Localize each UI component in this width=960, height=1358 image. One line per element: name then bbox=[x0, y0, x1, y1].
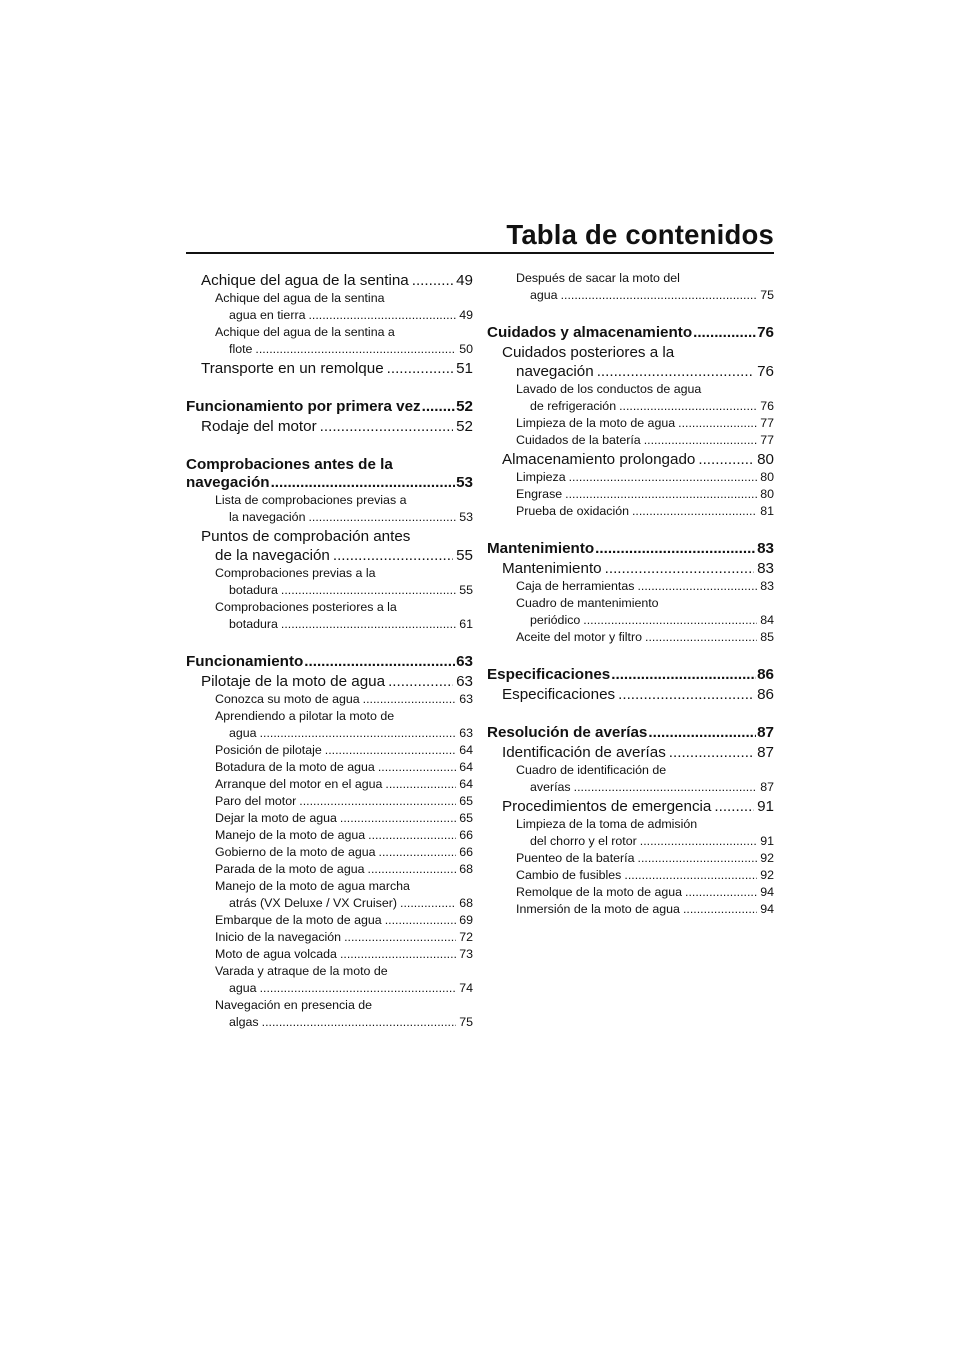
toc-page-number: 64 bbox=[459, 760, 473, 774]
toc-entry-title: Conozca su moto de agua bbox=[215, 692, 360, 706]
toc-page-number: 84 bbox=[760, 613, 774, 627]
toc-entry-title: agua bbox=[229, 981, 257, 995]
toc-subentry[interactable] bbox=[186, 492, 473, 526]
dot-leader bbox=[698, 450, 754, 469]
toc-chapter[interactable] bbox=[487, 450, 774, 469]
toc-entry-title: Prueba de oxidación bbox=[516, 504, 629, 518]
dot-leader bbox=[260, 980, 457, 997]
toc-entry-title: Puenteo de la batería bbox=[516, 851, 635, 865]
toc-page-number: 85 bbox=[760, 630, 774, 644]
dot-leader bbox=[618, 685, 754, 704]
dot-leader bbox=[685, 884, 757, 901]
toc-entry-title-line: Varada y atraque de la moto de bbox=[215, 964, 388, 978]
dot-leader bbox=[624, 867, 757, 884]
toc-entry-title: Especificaciones bbox=[502, 686, 616, 703]
toc-page-number: 72 bbox=[459, 930, 473, 944]
dot-leader bbox=[340, 810, 456, 827]
toc-entry-title-line: Comprobaciones antes de la bbox=[186, 456, 393, 473]
toc-subentry[interactable] bbox=[487, 901, 774, 918]
toc-page-number: 55 bbox=[456, 547, 473, 564]
toc-entry-title-line: Lavado de los conductos de agua bbox=[516, 382, 702, 396]
toc-entry-title: Transporte en un remolque bbox=[201, 360, 384, 377]
toc-page-number: 91 bbox=[760, 834, 774, 848]
toc-chapter[interactable] bbox=[487, 797, 774, 816]
toc-page-number: 83 bbox=[757, 540, 774, 557]
dot-leader bbox=[400, 895, 456, 912]
toc-entry-title: del chorro y el rotor bbox=[530, 834, 637, 848]
toc-section[interactable] bbox=[186, 398, 473, 416]
toc-subentry[interactable] bbox=[487, 578, 774, 595]
dot-leader bbox=[714, 797, 754, 816]
toc-entry-title: Caja de herramientas bbox=[516, 579, 635, 593]
toc-subentry[interactable] bbox=[487, 595, 774, 629]
dot-leader bbox=[378, 759, 456, 776]
dot-leader bbox=[344, 929, 456, 946]
toc-page-number: 77 bbox=[760, 416, 774, 430]
toc-page-number: 94 bbox=[760, 902, 774, 916]
dot-leader bbox=[387, 359, 453, 378]
toc-entry-title-line: Cuadro de mantenimiento bbox=[516, 596, 659, 610]
dot-leader bbox=[255, 341, 456, 358]
toc-entry-title-line: Cuidados posteriores a la bbox=[502, 344, 675, 361]
toc-subentry[interactable] bbox=[487, 503, 774, 520]
toc-section[interactable] bbox=[487, 666, 774, 684]
toc-page-number: 53 bbox=[456, 474, 473, 491]
toc-subentry[interactable] bbox=[487, 270, 774, 304]
toc-subentry[interactable] bbox=[186, 691, 473, 708]
toc-entry-title: Limpieza de la moto de agua bbox=[516, 416, 676, 430]
dot-leader bbox=[683, 901, 757, 918]
dot-leader bbox=[385, 776, 456, 793]
toc-page-number: 76 bbox=[760, 399, 774, 413]
dot-leader bbox=[260, 725, 457, 742]
toc-entry-title: de la navegación bbox=[215, 547, 330, 564]
dot-leader bbox=[299, 793, 456, 810]
toc-entry-title: Gobierno de la moto de agua bbox=[215, 845, 376, 859]
toc-entry-title: Cuidados de la batería bbox=[516, 433, 641, 447]
toc-page-number: 68 bbox=[459, 896, 473, 910]
dot-leader bbox=[368, 827, 456, 844]
toc-entry-title-line: Después de sacar la moto del bbox=[516, 271, 680, 285]
toc-entry-title: agua en tierra bbox=[229, 308, 306, 322]
toc-entry-title: botadura bbox=[229, 617, 278, 631]
toc-page-number: 55 bbox=[459, 583, 473, 597]
dot-leader bbox=[271, 474, 456, 492]
toc-entry-title: Cambio de fusibles bbox=[516, 868, 622, 882]
toc-page-number: 64 bbox=[459, 777, 473, 791]
toc-entry-title: navegación bbox=[186, 474, 270, 491]
toc-entry-title: Almacenamiento prolongado bbox=[502, 451, 696, 468]
dot-leader bbox=[262, 1014, 457, 1031]
dot-leader bbox=[308, 307, 456, 324]
toc-entry-title: Cuidados y almacenamiento bbox=[487, 324, 693, 341]
toc-entry-title-line: Lista de comprobaciones previas a bbox=[215, 493, 407, 507]
toc-page-number: 66 bbox=[459, 845, 473, 859]
toc-subentry[interactable] bbox=[186, 912, 473, 929]
toc-page-number: 80 bbox=[760, 470, 774, 484]
toc-page-number: 86 bbox=[757, 686, 774, 703]
toc-page-number: 76 bbox=[757, 324, 774, 341]
toc-entry-title: Funcionamiento por primera vez bbox=[186, 398, 421, 415]
toc-chapter[interactable] bbox=[487, 743, 774, 762]
toc-subentry[interactable] bbox=[186, 827, 473, 844]
dot-leader bbox=[644, 432, 758, 449]
toc-page-number: 53 bbox=[459, 510, 473, 524]
toc-entry-title-line: Comprobaciones previas a la bbox=[215, 566, 376, 580]
toc-page-number: 74 bbox=[459, 981, 473, 995]
toc-subentry[interactable] bbox=[186, 929, 473, 946]
dot-leader bbox=[281, 582, 456, 599]
toc-page-number: 91 bbox=[757, 798, 774, 815]
dot-leader bbox=[340, 946, 456, 963]
dot-leader bbox=[640, 833, 757, 850]
dot-leader bbox=[422, 398, 455, 416]
toc-entry-title: Posición de pilotaje bbox=[215, 743, 322, 757]
toc-subentry[interactable] bbox=[186, 844, 473, 861]
toc-page-number: 65 bbox=[459, 811, 473, 825]
toc-entry-title: agua bbox=[229, 726, 257, 740]
toc-chapter[interactable] bbox=[487, 343, 774, 381]
toc-chapter[interactable] bbox=[487, 685, 774, 704]
dot-leader bbox=[637, 578, 757, 595]
toc-entry-title: Mantenimiento bbox=[487, 540, 595, 557]
toc-entry-title: Remolque de la moto de agua bbox=[516, 885, 683, 899]
dot-leader bbox=[412, 271, 453, 290]
dot-leader bbox=[693, 324, 756, 342]
toc-subentry[interactable] bbox=[487, 850, 774, 867]
toc-page-number: 52 bbox=[456, 398, 473, 415]
toc-page-number: 66 bbox=[459, 828, 473, 842]
toc-page-number: 69 bbox=[459, 913, 473, 927]
toc-chapter[interactable] bbox=[186, 672, 473, 691]
dot-leader bbox=[632, 503, 757, 520]
dot-leader bbox=[619, 398, 757, 415]
toc-page-number: 81 bbox=[760, 504, 774, 518]
toc-page-number: 77 bbox=[760, 433, 774, 447]
toc-subentry[interactable] bbox=[487, 415, 774, 432]
toc-subentry[interactable] bbox=[186, 946, 473, 963]
toc-entry-title: agua bbox=[530, 288, 558, 302]
toc-page-number: 94 bbox=[760, 885, 774, 899]
dot-leader bbox=[569, 469, 758, 486]
dot-leader bbox=[308, 509, 456, 526]
toc-entry-title-line: Limpieza de la toma de admisión bbox=[516, 817, 698, 831]
toc-entry-title: Paro del motor bbox=[215, 794, 297, 808]
toc-page-number: 75 bbox=[760, 288, 774, 302]
toc-entry-title: algas bbox=[229, 1015, 259, 1029]
toc-entry-title: navegación bbox=[516, 363, 594, 380]
toc-subentry[interactable] bbox=[186, 565, 473, 599]
dot-leader bbox=[320, 417, 453, 436]
toc-page-number: 86 bbox=[757, 666, 774, 683]
toc-subentry[interactable] bbox=[186, 759, 473, 776]
toc-section[interactable] bbox=[487, 324, 774, 342]
toc-section[interactable] bbox=[186, 456, 473, 492]
toc-entry-title: Botadura de la moto de agua bbox=[215, 760, 375, 774]
toc-page-number: 83 bbox=[757, 560, 774, 577]
toc-subentry[interactable] bbox=[186, 776, 473, 793]
toc-chapter[interactable] bbox=[186, 271, 473, 290]
toc-entry-title: la navegación bbox=[229, 510, 306, 524]
dot-leader bbox=[611, 666, 756, 684]
toc-page-number: 65 bbox=[459, 794, 473, 808]
dot-leader bbox=[385, 912, 457, 929]
toc-entry-title: Embarque de la moto de agua bbox=[215, 913, 382, 927]
toc-entry-title: Inicio de la navegación bbox=[215, 930, 342, 944]
toc-entry-title: flote bbox=[229, 342, 253, 356]
toc-entry-title: Arranque del motor en el agua bbox=[215, 777, 383, 791]
toc-subentry[interactable] bbox=[186, 997, 473, 1031]
toc-subentry[interactable] bbox=[487, 762, 774, 796]
toc-page-number: 63 bbox=[459, 692, 473, 706]
dot-leader bbox=[333, 546, 453, 565]
toc-subentry[interactable] bbox=[186, 878, 473, 912]
dot-leader bbox=[645, 629, 757, 646]
toc-column-left bbox=[186, 270, 473, 1031]
toc-entry-title: Achique del agua de la sentina bbox=[201, 272, 409, 289]
toc-entry-title: Inmersión de la moto de agua bbox=[516, 902, 680, 916]
toc-page-number: 80 bbox=[757, 451, 774, 468]
toc-entry-title: Identificación de averías bbox=[502, 744, 666, 761]
toc-subentry[interactable] bbox=[487, 432, 774, 449]
toc-page-number: 64 bbox=[459, 743, 473, 757]
toc-entry-title: Procedimientos de emergencia bbox=[502, 798, 712, 815]
toc-entry-title: Aceite del motor y filtro bbox=[516, 630, 643, 644]
toc-page-number: 49 bbox=[459, 308, 473, 322]
toc-entry-title: botadura bbox=[229, 583, 278, 597]
toc-page-number: 87 bbox=[760, 780, 774, 794]
toc-entry-title: Moto de agua volcada bbox=[215, 947, 337, 961]
dot-leader bbox=[595, 540, 756, 558]
toc-entry-title: Engrase bbox=[516, 487, 563, 501]
toc-page-number: 76 bbox=[757, 363, 774, 380]
toc-entry-title-line: Navegación en presencia de bbox=[215, 998, 373, 1012]
toc-column-right bbox=[487, 270, 774, 918]
toc-page-number: 61 bbox=[459, 617, 473, 631]
dot-leader bbox=[388, 672, 453, 691]
toc-entry-title-line: Puntos de comprobación antes bbox=[201, 528, 411, 545]
toc-section[interactable] bbox=[186, 653, 473, 671]
toc-entry-title-line: Comprobaciones posteriores a la bbox=[215, 600, 397, 614]
toc-page-number: 63 bbox=[456, 673, 473, 690]
toc-page-number: 73 bbox=[459, 947, 473, 961]
toc-subentry[interactable] bbox=[186, 861, 473, 878]
toc-page-number: 63 bbox=[459, 726, 473, 740]
toc-subentry[interactable] bbox=[487, 867, 774, 884]
toc-page-number: 68 bbox=[459, 862, 473, 876]
dot-leader bbox=[379, 844, 457, 861]
toc-entry-title: Dejar la moto de agua bbox=[215, 811, 337, 825]
toc-subentry[interactable] bbox=[186, 810, 473, 827]
dot-leader bbox=[561, 287, 758, 304]
dot-leader bbox=[565, 486, 757, 503]
toc-entry-title: averías bbox=[530, 780, 571, 794]
toc-subentry[interactable] bbox=[487, 629, 774, 646]
toc-entry-title: Funcionamiento bbox=[186, 653, 304, 670]
dot-leader bbox=[605, 559, 754, 578]
toc-subentry[interactable] bbox=[487, 381, 774, 415]
toc-entry-title: Pilotaje de la moto de agua bbox=[201, 673, 386, 690]
toc-page-number: 63 bbox=[456, 653, 473, 670]
toc-subentry[interactable] bbox=[186, 708, 473, 742]
dot-leader bbox=[678, 415, 757, 432]
dot-leader bbox=[368, 861, 457, 878]
toc-page-number: 50 bbox=[459, 342, 473, 356]
toc-chapter[interactable] bbox=[487, 559, 774, 578]
toc-entry-title: atrás (VX Deluxe / VX Cruiser) bbox=[229, 896, 398, 910]
toc-entry-title: Parada de la moto de agua bbox=[215, 862, 365, 876]
toc-entry-title-line: Manejo de la moto de agua marcha bbox=[215, 879, 410, 893]
toc-subentry[interactable] bbox=[186, 324, 473, 358]
toc-subentry[interactable] bbox=[487, 469, 774, 486]
toc-subentry[interactable] bbox=[186, 963, 473, 997]
toc-subentry[interactable] bbox=[186, 793, 473, 810]
toc-page-number: 51 bbox=[456, 360, 473, 377]
toc-page-number: 52 bbox=[456, 418, 473, 435]
toc-entry-title: de refrigeración bbox=[530, 399, 617, 413]
toc-subentry[interactable] bbox=[186, 290, 473, 324]
toc-entry-title: periódico bbox=[530, 613, 581, 627]
toc-entry-title-line: Aprendiendo a pilotar la moto de bbox=[215, 709, 395, 723]
toc-entry-title: Limpieza bbox=[516, 470, 566, 484]
dot-leader bbox=[638, 850, 758, 867]
toc-page-number: 80 bbox=[760, 487, 774, 501]
toc-subentry[interactable] bbox=[487, 816, 774, 850]
toc-entry-title: Especificaciones bbox=[487, 666, 611, 683]
dot-leader bbox=[597, 362, 754, 381]
toc-section[interactable] bbox=[487, 540, 774, 558]
toc-page-number: 92 bbox=[760, 851, 774, 865]
toc-entry-title: Resolución de averías bbox=[487, 724, 648, 741]
dot-leader bbox=[304, 653, 455, 671]
toc-subentry[interactable] bbox=[186, 742, 473, 759]
toc-entry-title: Manejo de la moto de agua bbox=[215, 828, 366, 842]
toc-section[interactable] bbox=[487, 724, 774, 742]
toc-subentry[interactable] bbox=[487, 884, 774, 901]
toc-entry-title: Rodaje del motor bbox=[201, 418, 317, 435]
title-divider bbox=[186, 252, 774, 254]
toc-page-number: 75 bbox=[459, 1015, 473, 1029]
toc-page-number: 87 bbox=[757, 744, 774, 761]
toc-entry-title-line: Achique del agua de la sentina a bbox=[215, 325, 395, 339]
page-title: Tabla de contenidos bbox=[506, 219, 774, 250]
toc-entry-title-line: Achique del agua de la sentina bbox=[215, 291, 385, 305]
dot-leader bbox=[669, 743, 754, 762]
toc-subentry[interactable] bbox=[487, 486, 774, 503]
toc-subentry[interactable] bbox=[186, 599, 473, 633]
dot-leader bbox=[583, 612, 757, 629]
toc-page-number: 83 bbox=[760, 579, 774, 593]
toc-entry-title: Mantenimiento bbox=[502, 560, 602, 577]
dot-leader bbox=[325, 742, 456, 759]
toc-page-number: 92 bbox=[760, 868, 774, 882]
toc-chapter[interactable] bbox=[186, 527, 473, 565]
dot-leader bbox=[648, 724, 756, 742]
dot-leader bbox=[281, 616, 456, 633]
toc-chapter[interactable] bbox=[186, 417, 473, 436]
dot-leader bbox=[363, 691, 457, 708]
toc-entry-title-line: Cuadro de identificación de bbox=[516, 763, 667, 777]
toc-page-number: 87 bbox=[757, 724, 774, 741]
toc-chapter[interactable] bbox=[186, 359, 473, 378]
dot-leader bbox=[574, 779, 758, 796]
toc-page-number: 49 bbox=[456, 272, 473, 289]
